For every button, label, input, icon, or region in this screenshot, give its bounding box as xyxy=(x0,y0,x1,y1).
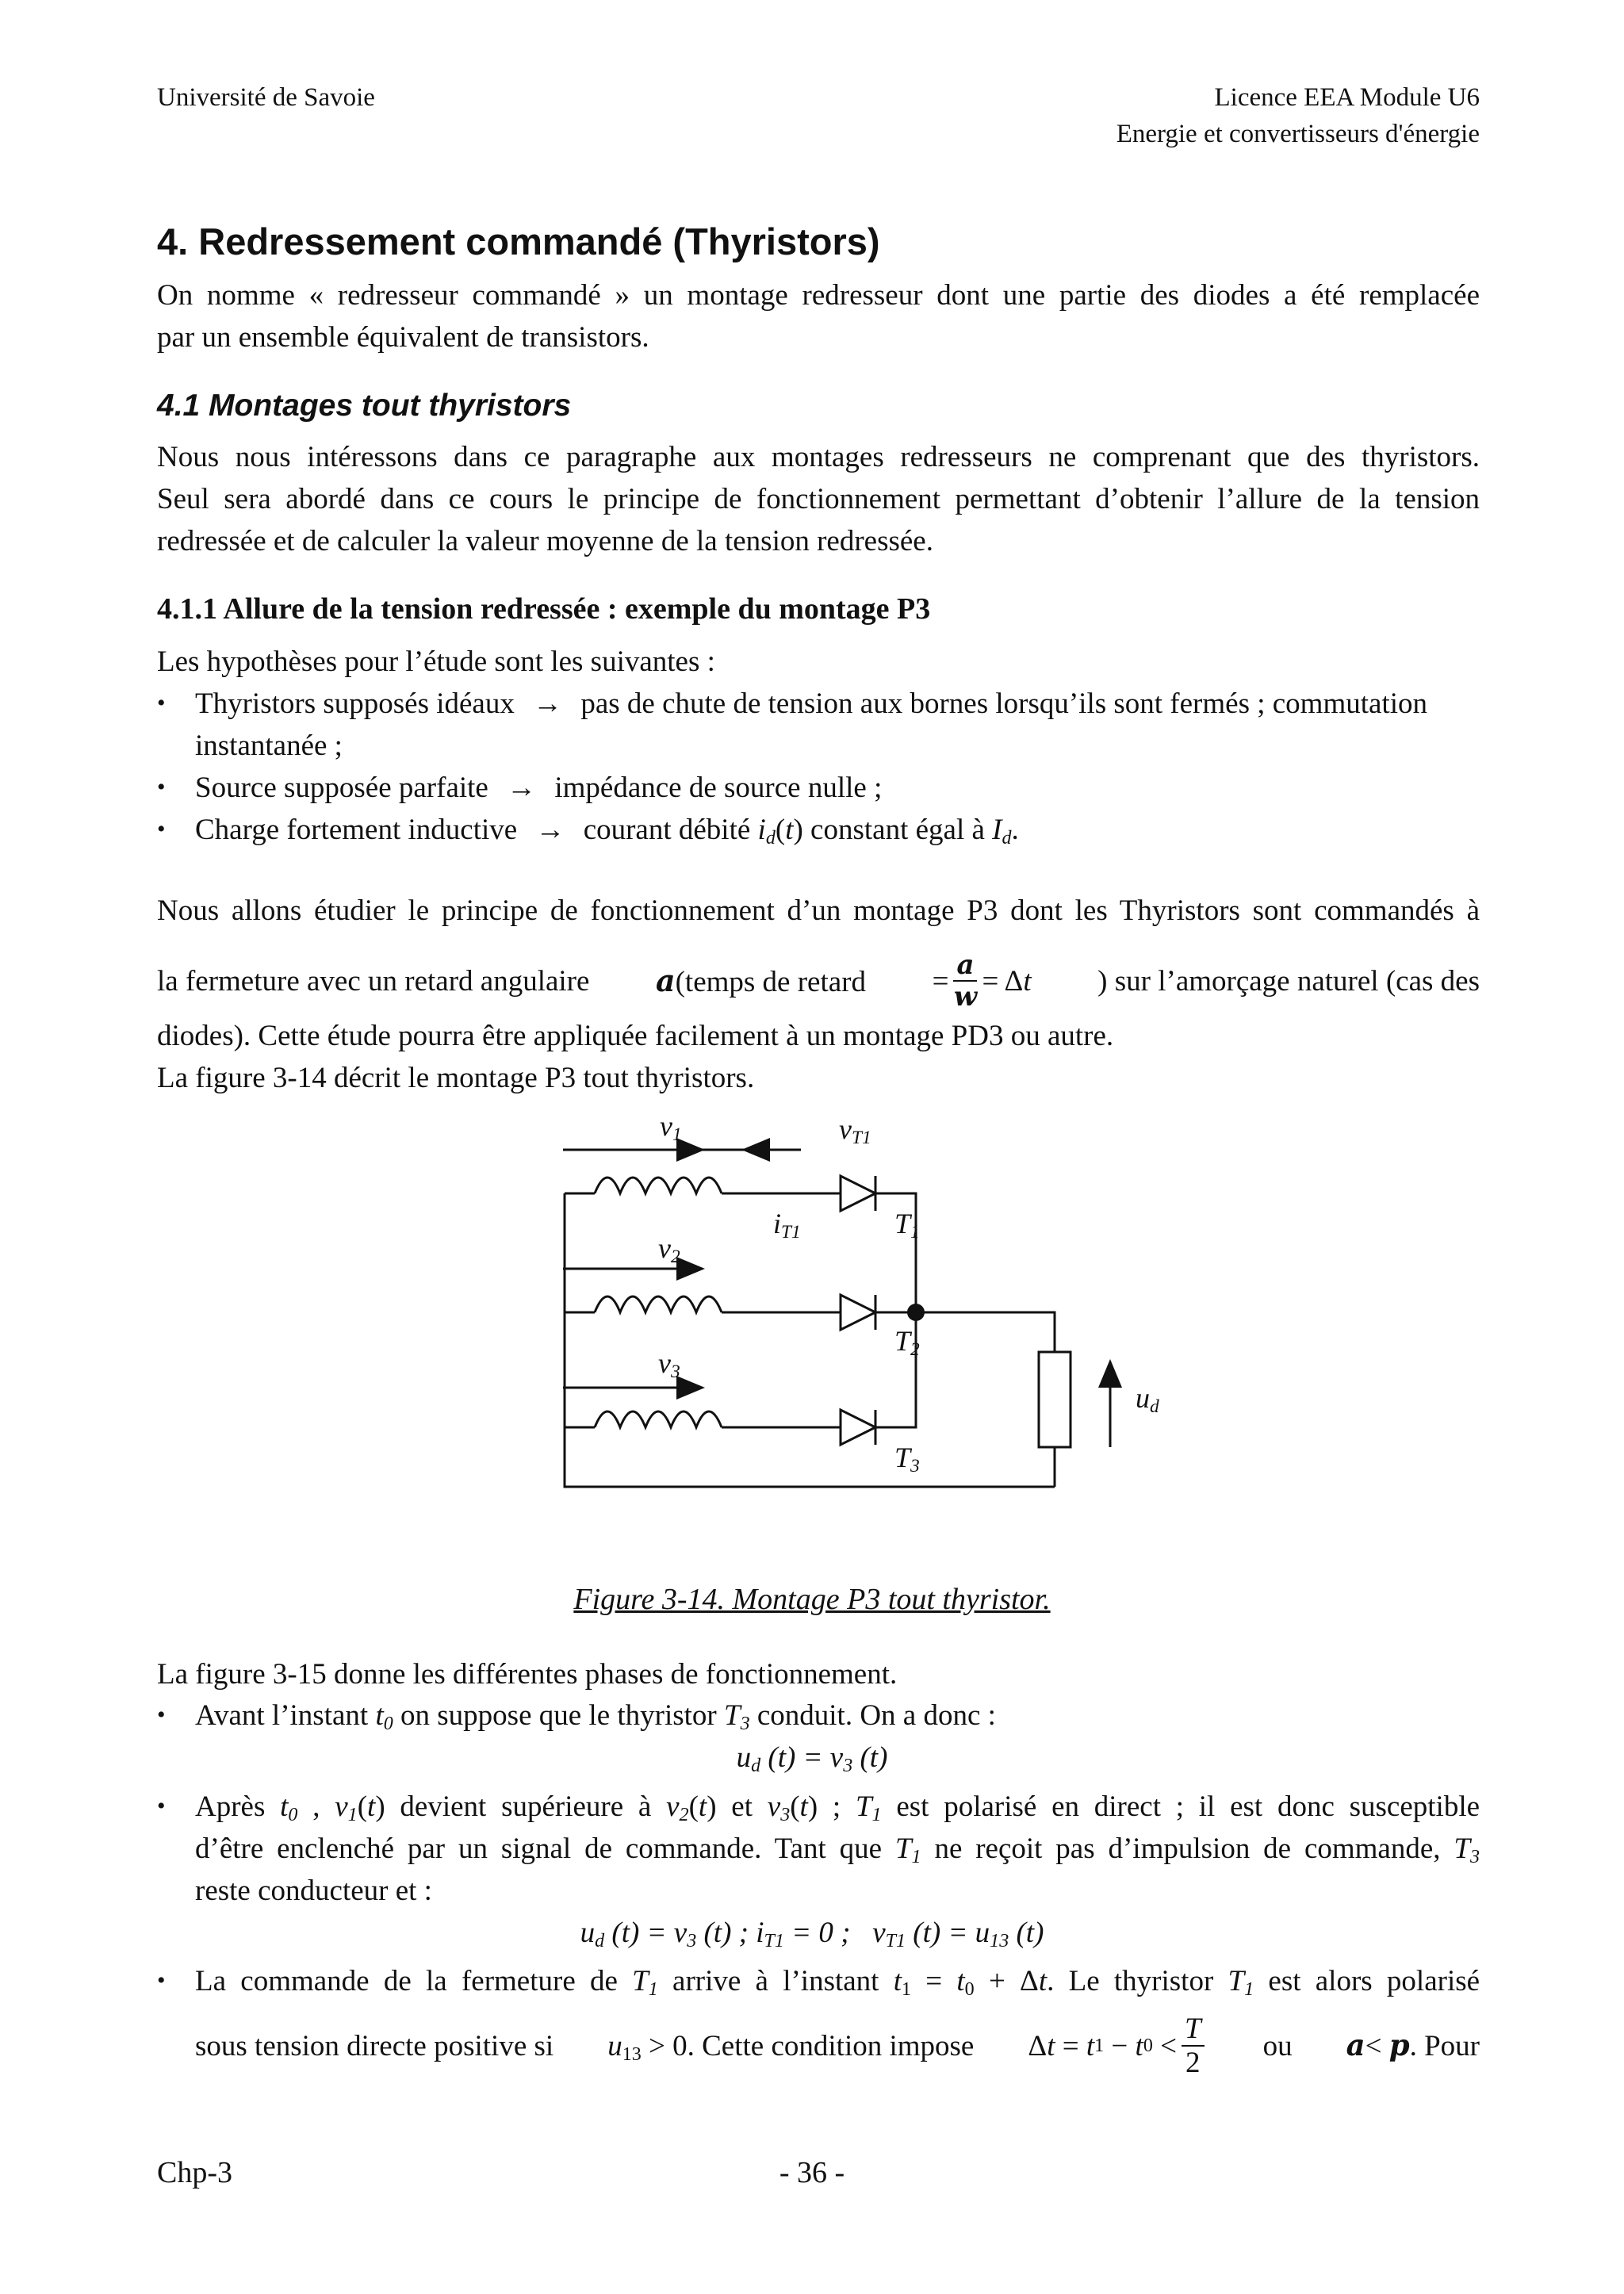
hypothesis-1-b: pas de chute de tension aux bornes lorsqu’ils sont fermés ; commutation xyxy=(580,687,1427,720)
header-course-line2: Energie et convertisseurs d'énergie xyxy=(1116,120,1480,148)
arrow-icon: → xyxy=(535,814,565,846)
header-course xyxy=(1116,79,1480,152)
bullet-2-mark: • xyxy=(157,774,166,800)
hypothesis-2 xyxy=(195,767,882,809)
load-resistor xyxy=(1039,1352,1071,1447)
para-line4: La figure 3-14 décrit le montage P3 tout thyristors. xyxy=(157,1062,755,1094)
thyristor-t2 xyxy=(841,1295,875,1330)
phase-2-line1: Après $t_0$ , $v_1(t)$ devient supérieure à $v_2(t)$ et $v_3(t)$ ; $T_1$ est polarisé en direct ; il est donc susceptible xyxy=(195,1790,1480,1825)
bullet-4-mark: • xyxy=(157,1702,166,1728)
section-intro-line1: On nomme « redresseur commandé » un montage redresseur dont une partie des diodes a été remplacée xyxy=(157,279,1480,312)
footer-chapter: Chp-3 xyxy=(157,2156,232,2189)
para-line2-a: la fermeture avec un retard angulaire xyxy=(157,964,590,998)
hypothesis-3-a: Charge fortement inductive xyxy=(195,814,518,846)
label-v2: $v_2$ xyxy=(658,1232,680,1267)
return-wire xyxy=(565,1193,1055,1487)
phase-1: Avant l’instant $t_0$ on suppose que le thyristor $T_3$ conduit. On a donc : xyxy=(195,1699,996,1734)
header-university: Université de Savoie xyxy=(157,83,375,112)
bullet-5-mark: • xyxy=(157,1793,166,1819)
label-T1: $T_1$ xyxy=(894,1208,920,1243)
label-T2: $T_2$ xyxy=(894,1325,920,1360)
thyristor-t3 xyxy=(841,1410,875,1445)
label-vT1: $v_{T1}$ xyxy=(839,1113,871,1148)
coil-3 xyxy=(595,1411,722,1427)
hypothesis-3-c: constant égal à xyxy=(810,814,985,846)
para-line1: Nous allons étudier le principe de fonctionnement d’un montage P3 dont les Thyristors sont commandés à xyxy=(157,894,1480,927)
subsubsection-title: 4.1.1 Allure de la tension redressée : exemple du montage P3 xyxy=(157,592,931,626)
page-number: - 36 - xyxy=(779,2156,845,2189)
subsection-line1: Nous nous intéressons dans ce paragraphe aux montages redresseurs ne comprenant que des thyristors. xyxy=(157,441,1480,473)
bullet-3-mark: • xyxy=(157,816,166,842)
subsection-title: 4.1 Montages tout thyristors xyxy=(157,389,572,423)
subsection-line2: Seul sera abordé dans ce cours le principe de fonctionnement permettant d’obtenir l’allure de la tension xyxy=(157,483,1480,515)
hypothesis-3: Charge fortement inductive → courant débité $i_d(t)$ constant égal à $I_d$. xyxy=(195,814,1019,848)
equation-1: $u_d$ $(t) = v_3$ (t) xyxy=(736,1741,888,1776)
subsection-line3: redressée et de calculer la valeur moyenne de la tension redressée. xyxy=(157,525,933,557)
phases-intro: La figure 3-15 donne les différentes phases de fonctionnement. xyxy=(157,1658,898,1691)
coil-2 xyxy=(595,1296,722,1312)
para-line2: la fermeture avec un retard angulaire a(temps de retard = $\frac{a}{w}$ = Δ t ) sur l’amorçage naturel (cas des xyxy=(157,949,1480,1013)
label-ud: $u_d$ xyxy=(1136,1382,1159,1417)
hypothesis-2-b: impédance de source nulle ; xyxy=(554,772,883,804)
label-T3: $T_3$ xyxy=(894,1442,920,1476)
hypothesis-2-a: Source supposée parfaite xyxy=(195,772,488,804)
bullet-6-mark: • xyxy=(157,1967,166,1993)
arrow-icon: → xyxy=(507,772,537,804)
para-line3: diodes). Cette étude pourra être appliquée facilement à un montage PD3 ou autre. xyxy=(157,1020,1114,1052)
para-line2-c: ) sur l’amorçage naturel (cas des xyxy=(1097,964,1480,998)
label-iT1: $i_{T1}$ xyxy=(773,1208,801,1243)
phase-2-line3: reste conducteur et : xyxy=(195,1875,432,1907)
phase-2-line2: d’être enclenché par un signal de commande. Tant que $T_1$ ne reçoit pas d’impulsion de commande, $T_3$ xyxy=(195,1833,1480,1867)
section-title: 4. Redressement commandé (Thyristors) xyxy=(157,220,880,262)
hypothesis-3-b: courant débité xyxy=(583,814,751,846)
junction-node xyxy=(907,1304,925,1321)
figure-caption: Figure 3-14. Montage P3 tout thyristor. xyxy=(573,1583,1051,1616)
phase-3-line2: sous tension directe positive si $u_{13} > 0$. Cette condition impose Δ t = t 1 − t 0 < $\frac{T}{2}$ ou a< p. Pour xyxy=(195,2013,1480,2079)
thyristor-t1 xyxy=(841,1176,875,1211)
label-v3: $v_3$ xyxy=(658,1347,680,1382)
para-line2-b: (temps de retard xyxy=(675,965,867,998)
circuit-diagram xyxy=(547,1106,1166,1503)
hypothesis-1-a: Thyristors supposés idéaux xyxy=(195,687,515,720)
coil-1 xyxy=(595,1178,722,1193)
header-course-line1: Licence EEA Module U6 xyxy=(1214,83,1480,112)
arrow-icon: → xyxy=(533,687,563,720)
hypothesis-1 xyxy=(195,683,1480,725)
label-v1: $v_1$ xyxy=(660,1110,682,1145)
bullet-1-mark: • xyxy=(157,690,166,716)
equation-2: $u_d$ $(t) = v_3$ (t) ; $i_{T1} = 0$ ; $v_{T1}$ $(t) = u_{13}$ (t) xyxy=(580,1917,1044,1951)
hypothesis-1-c: instantanée ; xyxy=(195,730,343,762)
hypotheses-intro: Les hypothèses pour l’étude sont les suivantes : xyxy=(157,645,715,678)
fraction-alpha-omega: $\frac{a}{w}$ xyxy=(953,949,978,1013)
phase-3-line1: La commande de la fermeture de $T_1$ arrive à l’instant $t_1 = t_0 + \Delta t$. Le thyristor $T_1$ est alors polarisé xyxy=(195,1965,1480,2000)
fraction-T-2: $\frac{T}{2}$ xyxy=(1182,2014,1205,2078)
section-intro-line2: par un ensemble équivalent de transistors. xyxy=(157,321,649,354)
